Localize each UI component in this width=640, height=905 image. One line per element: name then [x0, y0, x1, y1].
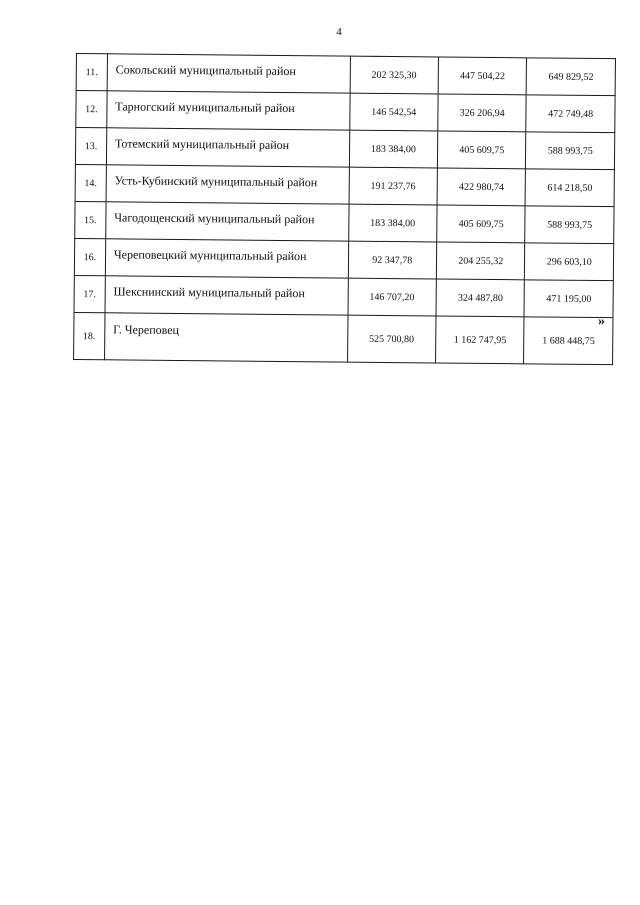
amount-cell-2: 422 980,74	[437, 168, 526, 206]
row-number-cell: 14.	[75, 164, 106, 201]
amount-cell-3: 649 829,52	[527, 58, 616, 96]
municipality-name-cell: Шекснинский муниципальный район	[105, 276, 348, 315]
table-row	[74, 275, 613, 317]
amount-cell-3: 588 993,75	[526, 132, 615, 170]
row-number-cell: 17.	[74, 275, 105, 312]
row-number-cell: 13.	[75, 128, 106, 165]
row-number-cell: 12.	[76, 91, 107, 128]
amount-cell-2: 324 487,80	[436, 279, 525, 317]
table-row	[76, 54, 615, 96]
amount-cell-2: 405 609,75	[437, 205, 526, 243]
table-row	[74, 312, 613, 364]
amount-cell-1: 525 700,80	[347, 315, 436, 363]
municipality-name-cell: Г. Череповец	[104, 313, 347, 362]
allocation-table	[73, 53, 616, 365]
amount-cell-2: 204 255,32	[436, 242, 525, 280]
amount-cell-2: 326 206,94	[438, 94, 527, 132]
row-number-cell: 16.	[74, 238, 105, 275]
page-number: 4	[336, 26, 342, 38]
municipality-name-cell: Усть-Кубинский муниципальный район	[106, 165, 349, 204]
amount-cell-3: 471 195,00	[524, 280, 613, 318]
closing-quote-mark: »	[598, 314, 605, 329]
table-row	[74, 238, 613, 280]
municipality-name-cell: Череповецкий муниципальный район	[105, 239, 348, 278]
amount-cell-3: 296 603,10	[525, 243, 614, 281]
municipality-name-cell: Тарногский муниципальный район	[107, 91, 350, 130]
municipality-name-cell: Сокольский муниципальный район	[107, 54, 350, 93]
table-body	[74, 54, 616, 365]
row-number-cell: 18.	[74, 312, 105, 359]
amount-cell-1: 92 347,78	[348, 241, 437, 279]
row-number-cell: 15.	[75, 201, 106, 238]
amount-cell-2: 447 504,22	[438, 57, 527, 95]
amount-cell-3: 1 688 448,75	[524, 317, 613, 365]
amount-cell-3: 472 749,48	[526, 95, 615, 133]
table-row	[75, 201, 614, 243]
amount-cell-1: 183 384,00	[349, 130, 438, 168]
table-row	[75, 164, 614, 206]
amount-cell-1: 146 542,54	[349, 93, 438, 131]
municipality-name-cell: Тотемский муниципальный район	[106, 128, 349, 167]
table-row	[76, 91, 615, 133]
municipality-name-cell: Чагодощенский муниципальный район	[106, 202, 349, 241]
amount-cell-3: 588 993,75	[525, 206, 614, 244]
amount-cell-1: 146 707,20	[348, 278, 437, 316]
amount-cell-2: 405 609,75	[437, 131, 526, 169]
amount-cell-1: 191 237,76	[349, 167, 438, 205]
amount-cell-2: 1 162 747,95	[436, 316, 525, 364]
amount-cell-1: 202 325,30	[350, 56, 439, 94]
row-number-cell: 11.	[76, 54, 107, 91]
amount-cell-3: 614 218,50	[526, 169, 615, 207]
amount-cell-1: 183 384,00	[348, 204, 437, 242]
table-row	[75, 128, 614, 170]
